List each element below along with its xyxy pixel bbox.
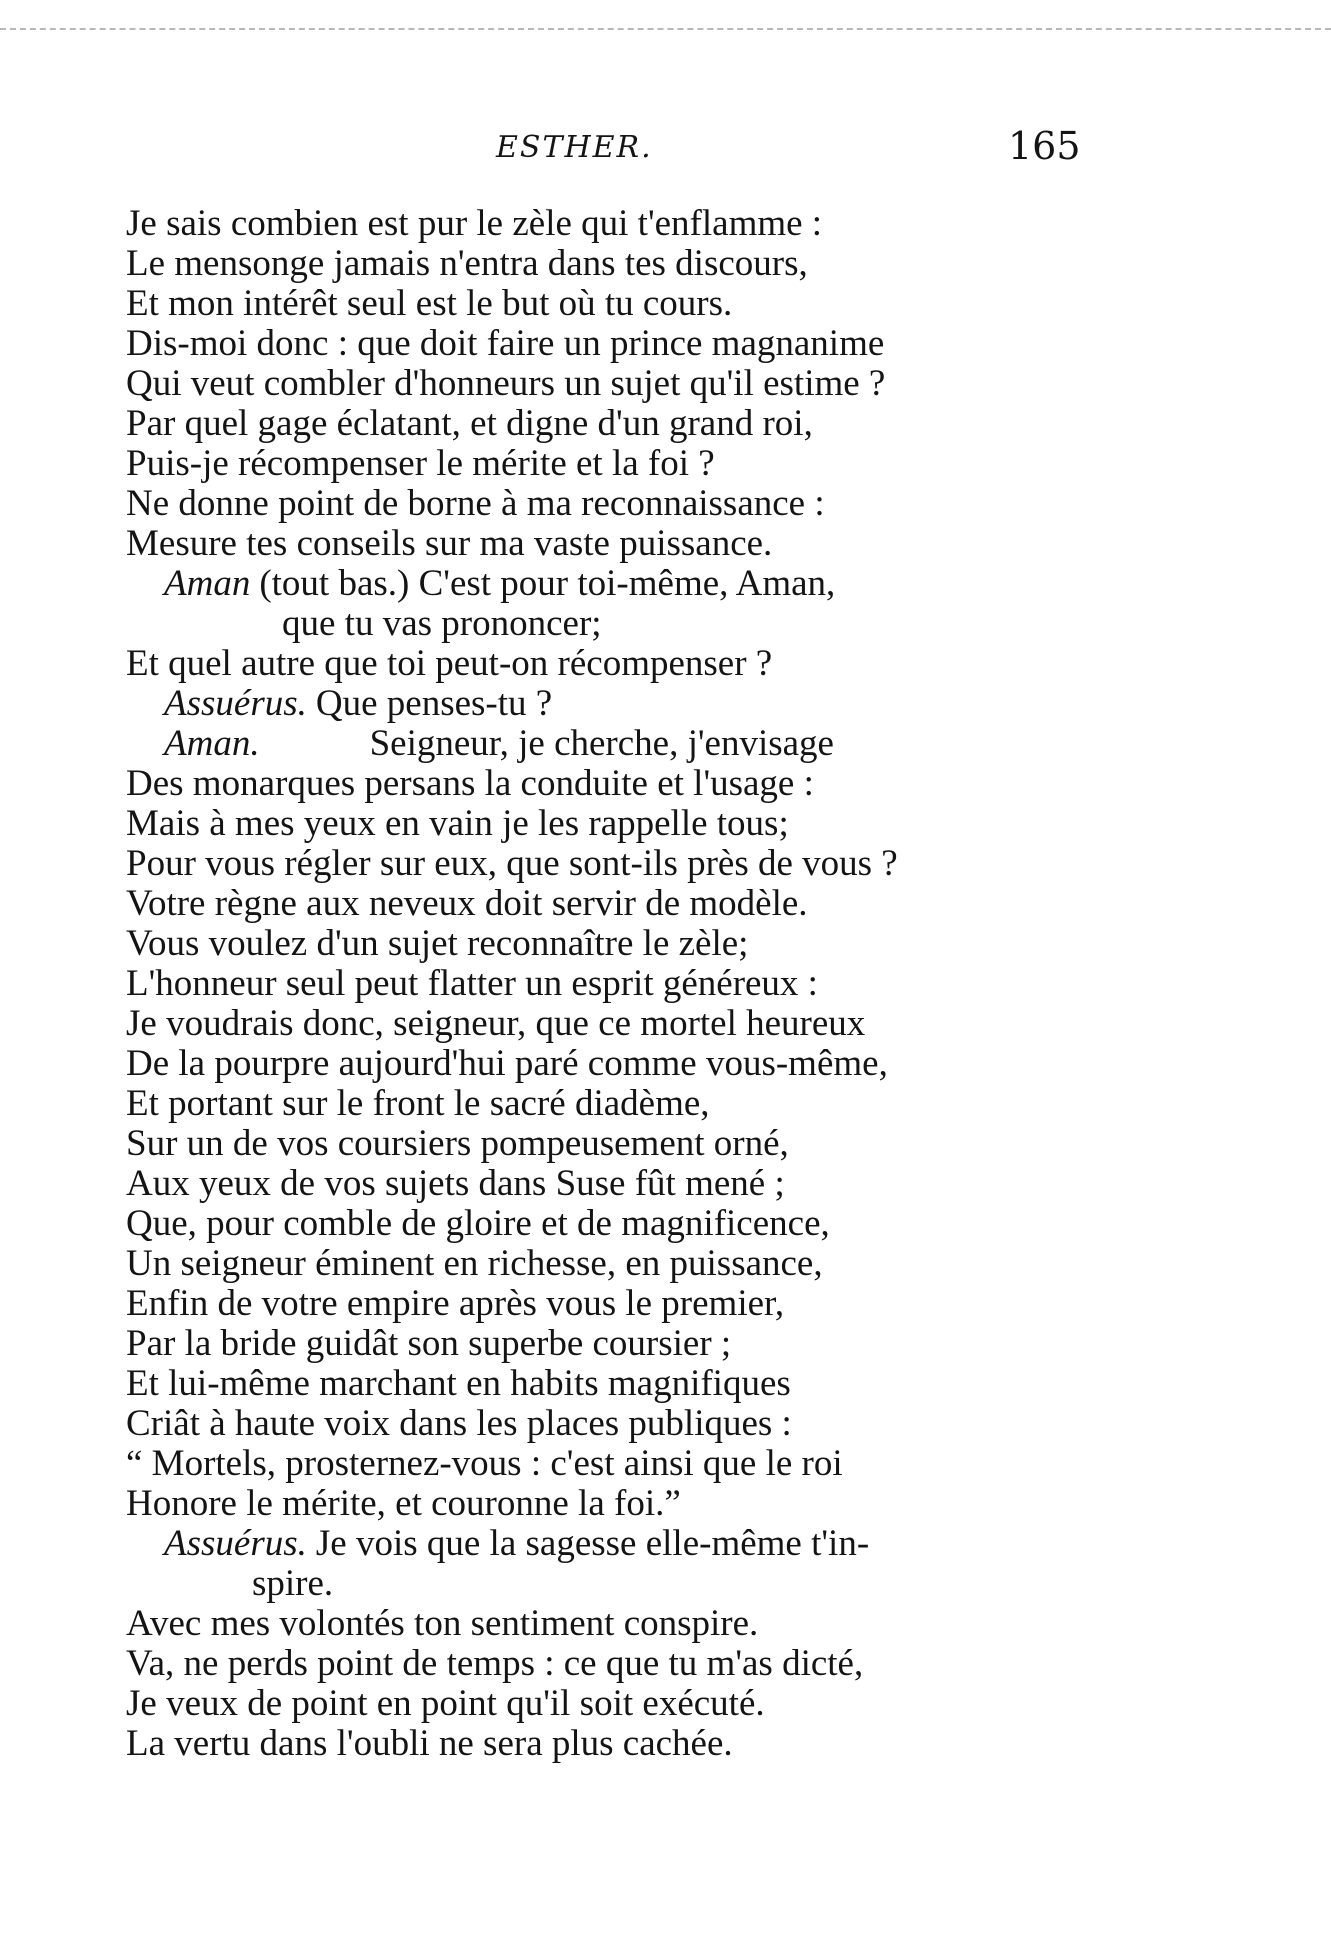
verse-line (126, 1404, 1086, 1444)
verse-line (126, 1444, 1086, 1484)
verse-text-line: “ Mortels, prosternez-vous : c'est ainsi que le roi (126, 1443, 843, 1484)
verse-line (126, 444, 1086, 484)
verse-text-line: Par la bride guidât son superbe coursier ; (126, 1323, 732, 1364)
verse-line (126, 1204, 1086, 1244)
verse-line (126, 1684, 1086, 1724)
speaker-name: Aman (164, 563, 251, 604)
verse-line (126, 644, 1086, 684)
verse-line (126, 884, 1086, 924)
verse-text-line: Par quel gage éclatant, et digne d'un grand roi, (126, 403, 813, 444)
verse-line (126, 1004, 1086, 1044)
verse-line (126, 1484, 1086, 1524)
verse-text-line: Et lui-même marchant en habits magnifiques (126, 1363, 791, 1404)
verse-text-line: Mais à mes yeux en vain je les rappelle tous; (126, 803, 789, 844)
verse-text-line: Honore le mérite, et couronne la foi.” (126, 1483, 681, 1524)
verse-line (126, 684, 1086, 724)
verse-line (126, 604, 1086, 644)
verse-text-line: L'honneur seul peut flatter un esprit généreux : (126, 963, 818, 1004)
verse-line (126, 1364, 1086, 1404)
verse-text-line: Sur un de vos coursiers pompeusement orné, (126, 1123, 789, 1164)
speaker-name: Assuérus. (164, 683, 307, 724)
verse-text-line: Criât à haute voix dans les places publiques : (126, 1403, 792, 1444)
verse-line (126, 524, 1086, 564)
verse-line (126, 564, 1086, 604)
verse-text-line: Seigneur, je cherche, j'envisage (369, 723, 834, 764)
verse-line (126, 764, 1086, 804)
verse-text-line: Un seigneur éminent en richesse, en puissance, (126, 1243, 823, 1284)
speaker-name: Aman. (164, 723, 260, 764)
verse-text-line: Ne donne point de borne à ma reconnaissance : (126, 483, 825, 524)
verse-text-line: Dis-moi donc : que doit faire un prince magnanime (126, 323, 885, 364)
verse-line (126, 484, 1086, 524)
verse-line (126, 1724, 1086, 1764)
speaker-name: Assuérus. (164, 1523, 307, 1564)
verse-line (126, 1644, 1086, 1684)
verse-text-line: Et mon intérêt seul est le but où tu cours. (126, 283, 733, 324)
verse-text-line: Que, pour comble de gloire et de magnificence, (126, 1203, 830, 1244)
verse-text-line: Mesure tes conseils sur ma vaste puissance. (126, 523, 773, 564)
verse-text-line: Qui veut combler d'honneurs un sujet qu'il estime ? (126, 363, 886, 404)
verse-text-line: spire. (252, 1563, 334, 1604)
verse-line (126, 804, 1086, 844)
verse-line (126, 924, 1086, 964)
verse-text-line: Et portant sur le front le sacré diadème, (126, 1083, 710, 1124)
verse-line (126, 1124, 1086, 1164)
verse-text-line: De la pourpre aujourd'hui paré comme vous-même, (126, 1043, 888, 1084)
verse-line (126, 1244, 1086, 1284)
verse-line (126, 1604, 1086, 1644)
verse-line (126, 724, 1086, 764)
verse-text-line: Pour vous régler sur eux, que sont-ils près de vous ? (126, 843, 898, 884)
verse-text-line: (tout bas.) C'est pour toi-même, Aman, (259, 563, 836, 604)
verse-text-line: Aux yeux de vos sujets dans Suse fût mené ; (126, 1163, 785, 1204)
verse-text-line: Vous voulez d'un sujet reconnaître le zèle; (126, 923, 749, 964)
verse-line (126, 844, 1086, 884)
verse-text-line: Des monarques persans la conduite et l'usage : (126, 763, 814, 804)
running-title: ESTHER. (496, 130, 653, 165)
verse-text-line: La vertu dans l'oubli ne sera plus cachée. (126, 1723, 733, 1764)
verse-line (126, 1524, 1086, 1564)
verse-text (126, 204, 1086, 1764)
verse-line (126, 284, 1086, 324)
verse-text-line: Puis-je récompenser le mérite et la foi ? (126, 443, 715, 484)
verse-text-line: Je voudrais donc, seigneur, que ce mortel heureux (126, 1003, 866, 1044)
verse-line (126, 204, 1086, 244)
verse-line (126, 1044, 1086, 1084)
verse-line (126, 1164, 1086, 1204)
verse-line (126, 1564, 1086, 1604)
verse-text-line: Et quel autre que toi peut-on récompenser ? (126, 643, 773, 684)
verse-text-line: Je vois que la sagesse elle-même t'in- (315, 1523, 870, 1564)
verse-line (126, 1284, 1086, 1324)
verse-text-line: que tu vas prononcer; (282, 603, 602, 644)
verse-text-line: Avec mes volontés ton sentiment conspire. (126, 1603, 759, 1644)
page-number: 165 (1008, 124, 1081, 168)
verse-text-line: Je veux de point en point qu'il soit exécuté. (126, 1683, 765, 1724)
verse-line (126, 964, 1086, 1004)
verse-line (126, 1324, 1086, 1364)
verse-text-line: Je sais combien est pur le zèle qui t'enflamme : (126, 203, 823, 244)
verse-text-line: Enfin de votre empire après vous le premier, (126, 1283, 785, 1324)
verse-line (126, 364, 1086, 404)
verse-text-line: Le mensonge jamais n'entra dans tes discours, (126, 243, 808, 284)
verse-line (126, 1084, 1086, 1124)
verse-text-line: Que penses-tu ? (315, 683, 553, 724)
verse-text-line: Va, ne perds point de temps : ce que tu m'as dicté, (126, 1643, 864, 1684)
verse-line (126, 324, 1086, 364)
top-scan-rule (0, 28, 1331, 30)
verse-text-line: Votre règne aux neveux doit servir de modèle. (126, 883, 808, 924)
verse-line (126, 404, 1086, 444)
verse-line (126, 244, 1086, 284)
